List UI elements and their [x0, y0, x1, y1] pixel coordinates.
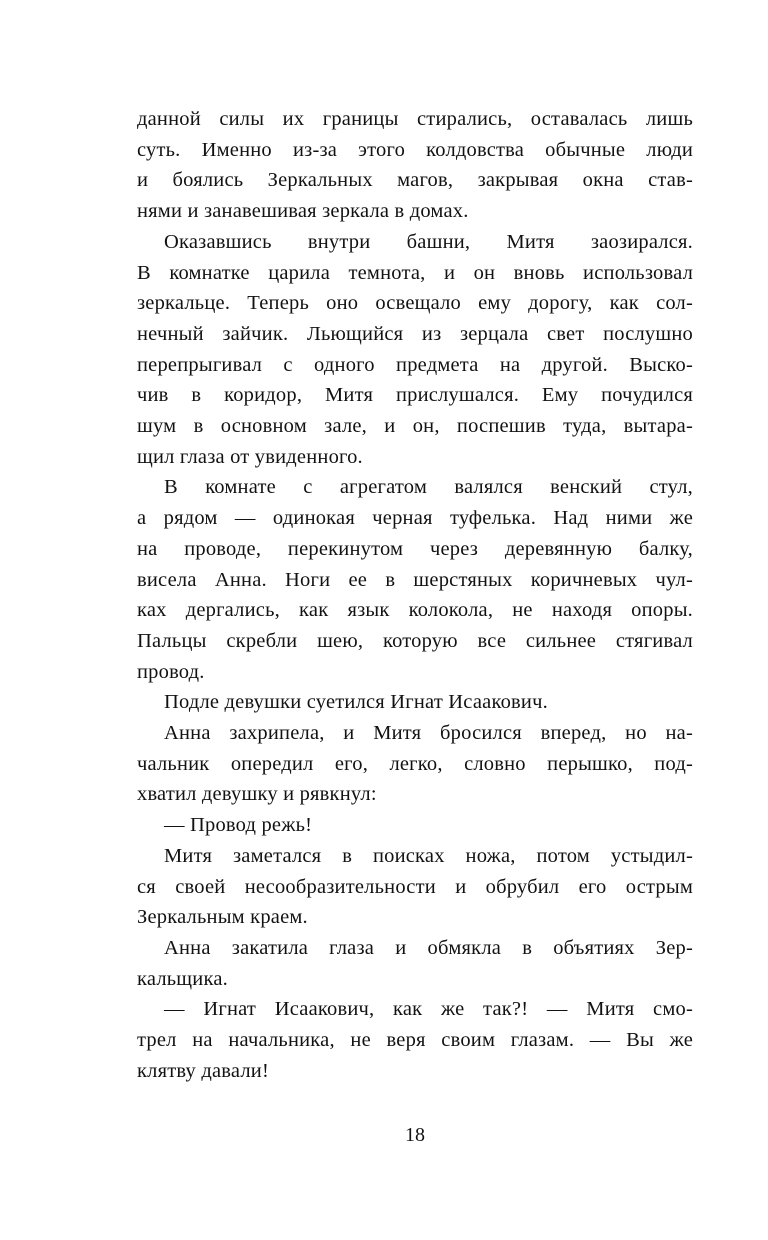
- text-line: нями и занавешивая зеркала в домах.: [137, 200, 469, 223]
- text-line: — Провод режь!: [164, 814, 313, 837]
- text-line: перепрыгивал с одного предмета на другой. Выско-: [137, 353, 693, 376]
- text-line: провод.: [137, 660, 205, 683]
- text-line: данной силы их границы стирались, оставалась лишь: [137, 108, 693, 130]
- text-line: Подле девушки суетился Игнат Исаакович.: [164, 691, 548, 714]
- text-line: Анна захрипела, и Митя бросился вперед, но на-: [164, 722, 693, 745]
- text-line: хватил девушку и рявкнул:: [137, 783, 377, 806]
- text-line: а рядом — одинокая черная туфелька. Над ними же: [137, 507, 693, 530]
- text-line: Митя заметался в поисках ножа, потом устыдил-: [164, 844, 693, 867]
- text-line: Зеркальным краем.: [137, 906, 308, 929]
- text-line: суть. Именно из-за этого колдовства обычные люди: [137, 138, 693, 161]
- text-line: нечный зайчик. Льющийся из зерцала свет послушно: [137, 322, 693, 345]
- text-line: шум в основном зале, и он, поспешив туда, вытара-: [137, 415, 693, 438]
- text-line: — Игнат Исаакович, как же так?! — Митя смо-: [164, 998, 693, 1021]
- text-line: ся своей несообразительности и обрубил его острым: [137, 875, 693, 898]
- text-line: клятву давали!: [137, 1059, 269, 1082]
- text-line: кальщика.: [137, 967, 228, 990]
- page-number: 18: [405, 1124, 425, 1146]
- text-line: Пальцы скребли шею, которую все сильнее стягивал: [137, 629, 693, 652]
- text-line: В комнатке царила темнота, и он вновь использовал: [137, 261, 693, 284]
- text-line: и боялись Зеркальных магов, закрывая окна став-: [137, 169, 693, 192]
- text-line: висела Анна. Ноги ее в шерстяных коричневых чул-: [137, 568, 693, 591]
- text-line: на проводе, перекинутом через деревянную балку,: [137, 537, 693, 560]
- body-text: [137, 104, 693, 1087]
- text-line: ках дергались, как язык колокола, не находя опоры.: [137, 599, 693, 622]
- text-line: чальник опередил его, легко, словно перышко, под-: [137, 752, 693, 775]
- text-line: зеркальце. Теперь оно освещало ему дорогу, как сол-: [137, 292, 693, 315]
- text-line: трел на начальника, не веря своим глазам. — Вы же: [137, 1029, 693, 1052]
- text-line: Оказавшись внутри башни, Митя заозирался.: [164, 230, 693, 253]
- text-line: щил глаза от увиденного.: [137, 445, 363, 468]
- text-line: В комнате с агрегатом валялся венский стул,: [164, 476, 693, 499]
- text-line: чив в коридор, Митя прислушался. Ему почудился: [137, 384, 693, 407]
- text-line: Анна закатила глаза и обмякла в объятиях Зер-: [164, 936, 693, 959]
